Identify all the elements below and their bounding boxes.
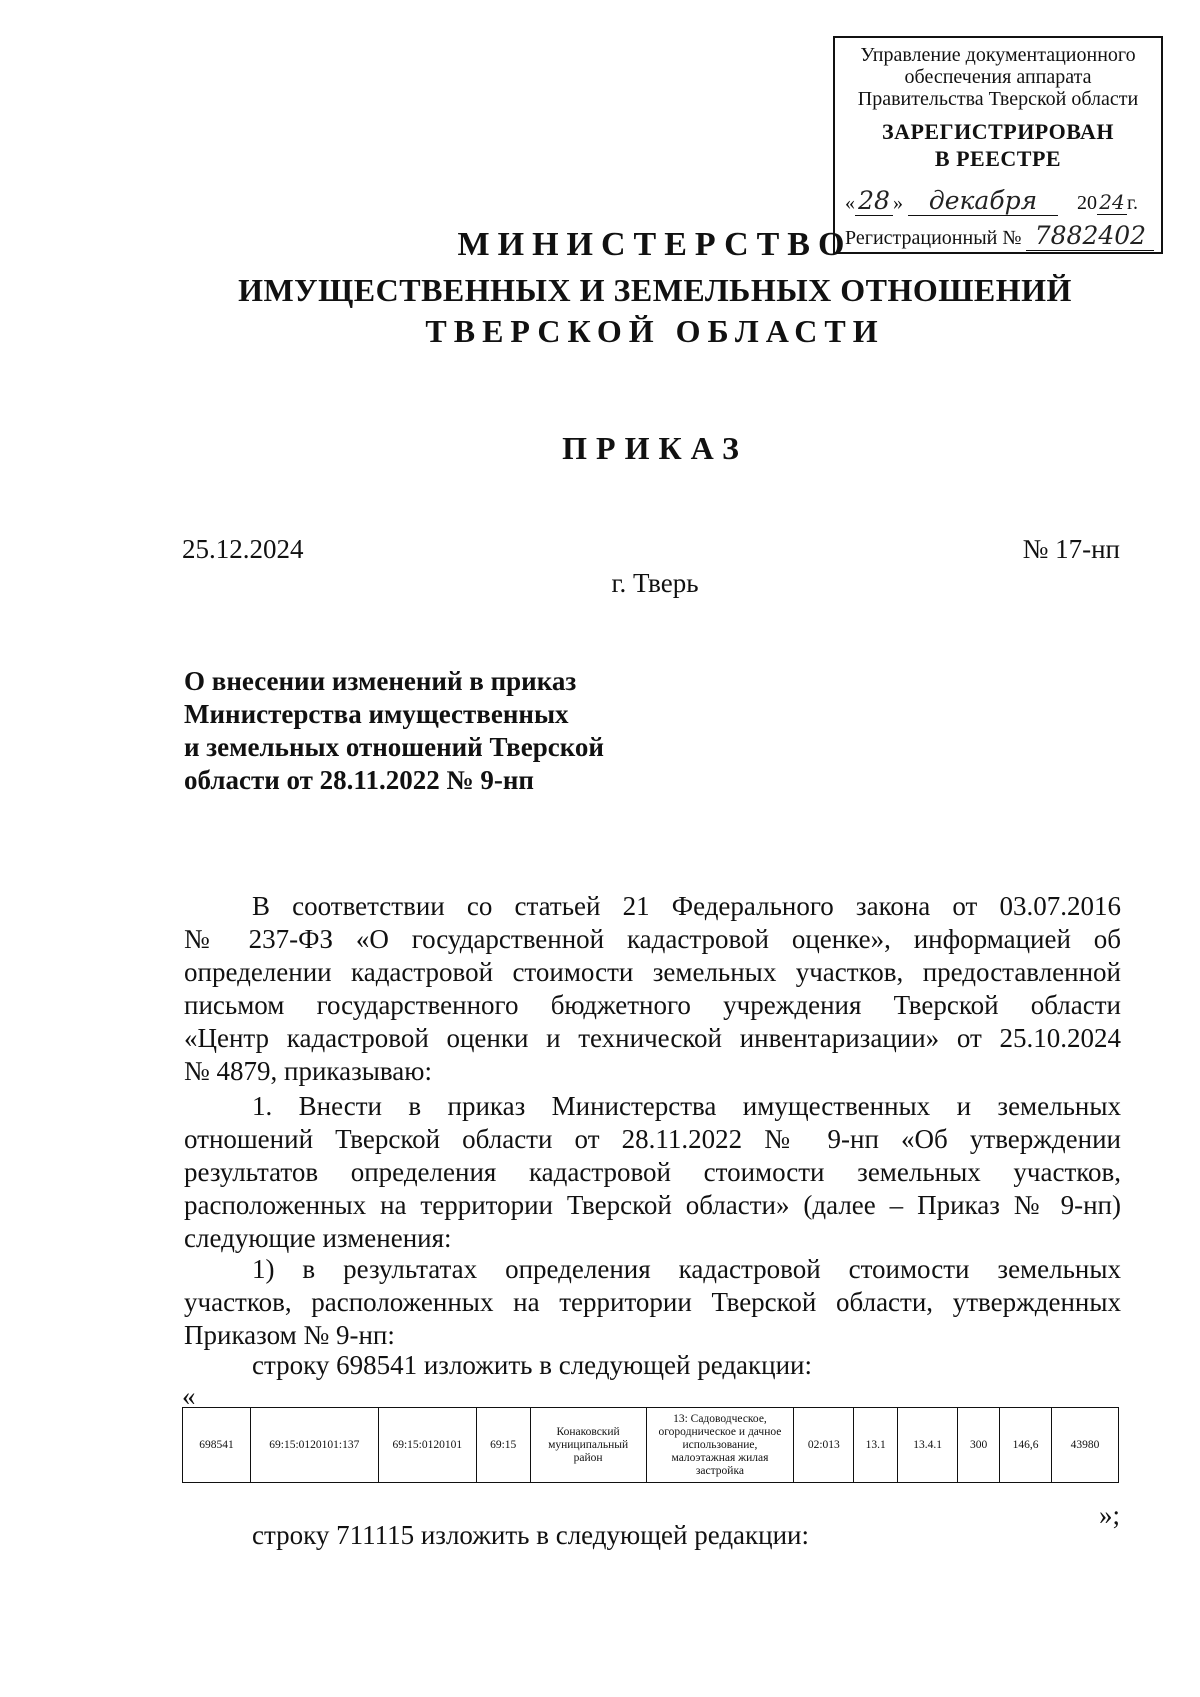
stamp-org-line: Управление документационного [860,44,1136,66]
table-cell: 02:013 [794,1408,854,1483]
table-cell: 69:15:0120101:137 [250,1408,378,1483]
stamp-reg-value: 7882402 [1026,221,1154,251]
paragraph-subitem-1 [184,1253,1121,1352]
table-cell: 13.4.1 [898,1408,958,1483]
text-line: № 237-ФЗ «О государственной кадастровой оценке», информацией об [184,924,1121,954]
stamp-quote-open: « [845,192,855,214]
table-cell: Конаковский муниципальный район [530,1408,646,1483]
table-cell: 13: Садоводческое, огородническое и дачное использование, малоэтажная жилая застройка [646,1408,794,1483]
quote-open: « [182,1381,196,1411]
stamp-quote-close: » [893,192,903,214]
row-instruction-698541: строку 698541 изложить в следующей редакции: [252,1350,813,1380]
text-line: 1) в результатах определения кадастровой стоимости земельных [252,1254,1121,1284]
subject-line: Министерства имущественных [184,699,569,729]
text-line: В соответствии со статьей 21 Федерального закона от 03.07.2016 [252,891,1121,921]
paragraph-preamble [184,890,1121,1088]
table-cell: 698541 [183,1408,251,1483]
stamp-date [845,186,1155,216]
table-cell: 69:15 [476,1408,530,1483]
table-cell: 69:15:0120101 [378,1408,476,1483]
text-line: участков, расположенных на территории Тверской области, утвержденных [184,1287,1121,1317]
table-cell: 13.1 [854,1408,898,1483]
text-line: расположенных на территории Тверской области» (далее – Приказ № 9-нп) [184,1190,1121,1220]
table-cell: 300 [958,1408,1000,1483]
text-line: Приказом № 9-нп: [184,1320,395,1350]
document-subject [184,665,604,797]
text-line: «Центр кадастровой оценки и технической инвентаризации» от 25.10.2024 [184,1023,1121,1053]
stamp-org-line: Правительства Тверской области [857,88,1139,110]
cadastral-table [182,1407,1119,1483]
stamp-registered: ЗАРЕГИСТРИРОВАН [881,119,1115,144]
stamp-year-unit: г. [1127,192,1138,214]
text-line: отношений Тверской области от 28.11.2022 № 9-нп «Об утверждении [184,1124,1121,1154]
stamp-year-suffix: 24 [1097,190,1127,215]
table-cell: 146,6 [1000,1408,1052,1483]
text-line: результатов определения кадастровой стоимости земельных участков, [184,1157,1121,1187]
ministry-title-line2: ИМУЩЕСТВЕННЫХ И ЗЕМЕЛЬНЫХ ОТНОШЕНИЙ [238,272,1072,308]
document-city: г. Тверь [611,568,699,598]
stamp-day: 28 [855,186,893,216]
registration-stamp [833,36,1163,254]
text-line: 1. Внести в приказ Министерства имущественных и земельных [252,1091,1121,1121]
quote-close: »; [1098,1500,1120,1530]
stamp-registered: В РЕЕСТРЕ [934,146,1062,171]
stamp-reg-label: Регистрационный № [845,227,1022,249]
ministry-title-line1: МИНИСТЕРСТВО [457,226,853,263]
paragraph-item-1 [184,1090,1121,1255]
ministry-title-line3: ТВЕРСКОЙ ОБЛАСТИ [425,313,885,349]
table-row [183,1408,1119,1483]
table-cell: 43980 [1052,1408,1119,1483]
subject-line: и земельных отношений Тверской [184,732,604,762]
text-line: № 4879, приказываю: [184,1056,432,1086]
document-date: 25.12.2024 [182,534,304,564]
document-number: № 17-нп [1022,534,1120,564]
subject-line: О внесении изменений в приказ [184,666,577,696]
stamp-month: декабря [908,186,1058,216]
document-type: ПРИКАЗ [562,430,748,466]
row-instruction-711115: строку 711115 изложить в следующей редакции: [252,1520,810,1550]
stamp-year-prefix: 20 [1077,192,1097,214]
subject-line: области от 28.11.2022 № 9-нп [184,765,534,795]
stamp-org-line: обеспечения аппарата [904,66,1092,88]
text-line: следующие изменения: [184,1223,452,1253]
text-line: письмом государственного бюджетного учреждения Тверской области [184,990,1121,1020]
text-line: определении кадастровой стоимости земельных участков, предоставленной [184,957,1121,987]
